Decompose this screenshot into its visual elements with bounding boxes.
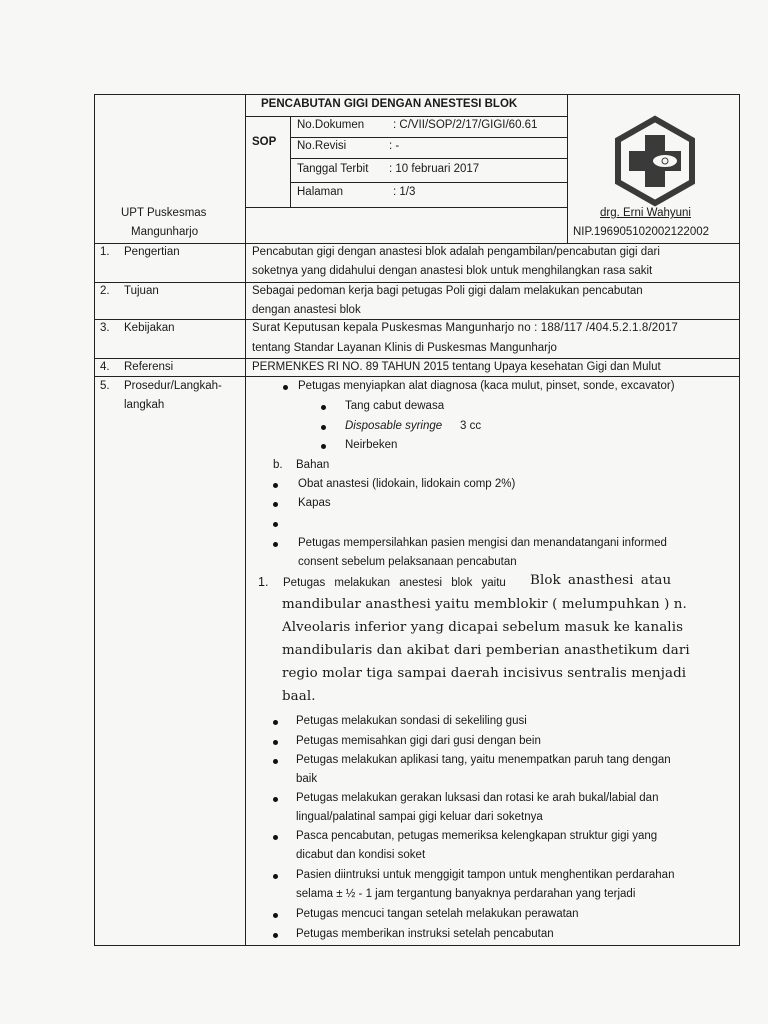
tool-item: Tang cabut dewasa bbox=[345, 400, 445, 412]
row-text-line: PERMENKES RI NO. 89 TAHUN 2015 tentang Upaya kesehatan Gigi dan Mulut bbox=[252, 361, 661, 373]
material-item: Kapas bbox=[298, 497, 331, 509]
sop-divider bbox=[290, 116, 291, 208]
meta-line-4 bbox=[245, 207, 567, 208]
row-number: 4. bbox=[100, 361, 110, 373]
col-divider-right bbox=[567, 94, 568, 243]
bullet bbox=[273, 542, 278, 547]
bullet bbox=[273, 835, 278, 840]
list-number: 1. bbox=[258, 575, 269, 589]
step-item: Petugas memisahkan gigi dari gusi dengan bein bbox=[296, 735, 541, 747]
row-text-line: dengan anastesi blok bbox=[252, 304, 361, 316]
bullet bbox=[321, 444, 326, 449]
row-line-3 bbox=[94, 319, 740, 320]
step-item-cont: baik bbox=[296, 773, 318, 785]
step-item-cont: selama ± ½ - 1 jam tergantung banyaknya perdarahan yang terjadi bbox=[296, 888, 636, 900]
anesthesia-text: mandibular anasthesi yaitu memblokir ( melumpuhkan ) n. bbox=[282, 597, 687, 612]
meta-line-3 bbox=[290, 182, 567, 183]
row-number: 3. bbox=[100, 322, 110, 334]
row-label-kebijakan: Kebijakan bbox=[124, 322, 175, 334]
org-name-line1: UPT Puskesmas bbox=[121, 207, 207, 219]
step-item-cont: lingual/palatinal sampai gigi keluar dari soketnya bbox=[296, 811, 543, 823]
row-text-line: Pencabutan gigi dengan anastesi blok adalah pengambilan/pencabutan gigi dari bbox=[252, 246, 660, 258]
row-text-line: Sebagai pedoman kerja bagi petugas Poli gigi dalam melakukan pencabutan bbox=[252, 285, 643, 297]
row-text-line: soketnya yang didahului dengan anastesi blok untuk menghilangkan rasa sakit bbox=[252, 265, 653, 277]
anesthesia-text: mandibularis dan akibat dari pemberian anasthetikum dari bbox=[282, 643, 690, 658]
step-item: Petugas melakukan sondasi di sekeliling gusi bbox=[296, 715, 527, 727]
anesthesia-text: regio molar tiga sampai daerah incisivus sentralis menjadi bbox=[282, 666, 687, 681]
row-label-tujuan: Tujuan bbox=[124, 285, 159, 297]
bullet bbox=[283, 385, 288, 390]
bullet bbox=[273, 720, 278, 725]
col-divider-left bbox=[245, 94, 246, 946]
step-item: Pasca pencabutan, petugas memeriksa kelengkapan struktur gigi yang bbox=[296, 830, 658, 842]
revision-label: No.Revisi bbox=[297, 140, 347, 152]
page-label: Halaman bbox=[297, 186, 344, 198]
issue-date-value: : 10 februari 2017 bbox=[389, 163, 480, 175]
bullet bbox=[273, 874, 278, 879]
doc-number-label: No.Dokumen bbox=[297, 119, 365, 131]
row-line-2 bbox=[94, 282, 740, 283]
bullet bbox=[273, 502, 278, 507]
row-line-1 bbox=[94, 243, 740, 244]
row-label-prosedur: Prosedur/Langkah- bbox=[124, 380, 222, 392]
bullet bbox=[321, 405, 326, 410]
signer-nip: NIP.196905102002122002 bbox=[573, 226, 710, 238]
title-divider bbox=[245, 116, 567, 117]
bullet bbox=[273, 933, 278, 938]
row-number: 1. bbox=[100, 246, 110, 258]
bullet bbox=[273, 797, 278, 802]
issue-date-label: Tanggal Terbit bbox=[297, 163, 369, 175]
bullet bbox=[273, 913, 278, 918]
tool-item: Disposable syringe bbox=[345, 420, 443, 432]
row-number: 2. bbox=[100, 285, 110, 297]
row-line-4 bbox=[94, 358, 740, 359]
row-text-line: tentang Standar Layanan Klinis di Puskesmas Mangunharjo bbox=[252, 342, 557, 354]
list-letter: b. bbox=[273, 459, 283, 471]
bullet bbox=[273, 740, 278, 745]
sop-label: SOP bbox=[252, 136, 277, 148]
procedure-item: Petugas mempersilahkan pasien mengisi dan menandatangani informed bbox=[298, 537, 667, 549]
bullet bbox=[273, 759, 278, 764]
step-item: Petugas melakukan aplikasi tang, yaitu menempatkan paruh tang dengan bbox=[296, 754, 671, 766]
procedure-item-cont: consent sebelum pelaksanaan pencabutan bbox=[298, 556, 517, 568]
anesthesia-text: baal. bbox=[282, 689, 316, 704]
step-item-cont: dicabut dan kondisi soket bbox=[296, 849, 426, 861]
step-item: Petugas mencuci tangan setelah melakukan perawatan bbox=[296, 908, 579, 920]
row-text-line: Surat Keputusan kepala Puskesmas Mangunharjo no : 188/117 /404.5.2.1.8/2017 bbox=[252, 322, 678, 334]
tool-item: Neirbeken bbox=[345, 439, 398, 451]
anesthesia-text: Blok anasthesi atau bbox=[530, 573, 672, 588]
bullet bbox=[321, 425, 326, 430]
procedure-item: Petugas menyiapkan alat diagnosa (kaca mulut, pinset, sonde, excavator) bbox=[298, 380, 675, 392]
meta-line-1 bbox=[290, 137, 567, 138]
row-label-pengertian: Pengertian bbox=[124, 246, 180, 258]
material-item: Obat anastesi (lidokain, lidokain comp 2%) bbox=[298, 478, 516, 490]
row-label-prosedur-cont: langkah bbox=[124, 399, 165, 411]
row-number: 5. bbox=[100, 380, 110, 392]
org-name-line2: Mangunharjo bbox=[131, 226, 199, 238]
revision-value: : - bbox=[389, 140, 400, 152]
step-item: Petugas melakukan gerakan luksasi dan rotasi ke arah bukal/labial dan bbox=[296, 792, 659, 804]
bullet bbox=[273, 483, 278, 488]
bullet bbox=[273, 522, 278, 527]
page-value: : 1/3 bbox=[393, 186, 416, 198]
tool-item-qty: 3 cc bbox=[460, 420, 482, 432]
signer-name: drg. Erni Wahyuni bbox=[600, 207, 691, 219]
row-label-referensi: Referensi bbox=[124, 361, 174, 373]
document-title: PENCABUTAN GIGI DENGAN ANESTESI BLOK bbox=[261, 98, 518, 110]
meta-line-2 bbox=[290, 158, 567, 159]
anesthesia-text: Alveolaris inferior yang dicapai sebelum masuk ke kanalis bbox=[282, 620, 684, 635]
material-heading: Bahan bbox=[296, 459, 330, 471]
row-line-5 bbox=[94, 376, 740, 377]
doc-number-value: : C/VII/SOP/2/17/GIGI/60.61 bbox=[393, 119, 538, 131]
step-item: Petugas memberikan instruksi setelah pencabutan bbox=[296, 928, 554, 940]
step-item: Pasien diintruksi untuk menggigit tampon untuk menghentikan perdarahan bbox=[296, 869, 675, 881]
puskesmas-logo-icon bbox=[609, 115, 701, 207]
anesthesia-lead: Petugas melakukan anestesi blok yaitu bbox=[283, 577, 506, 589]
